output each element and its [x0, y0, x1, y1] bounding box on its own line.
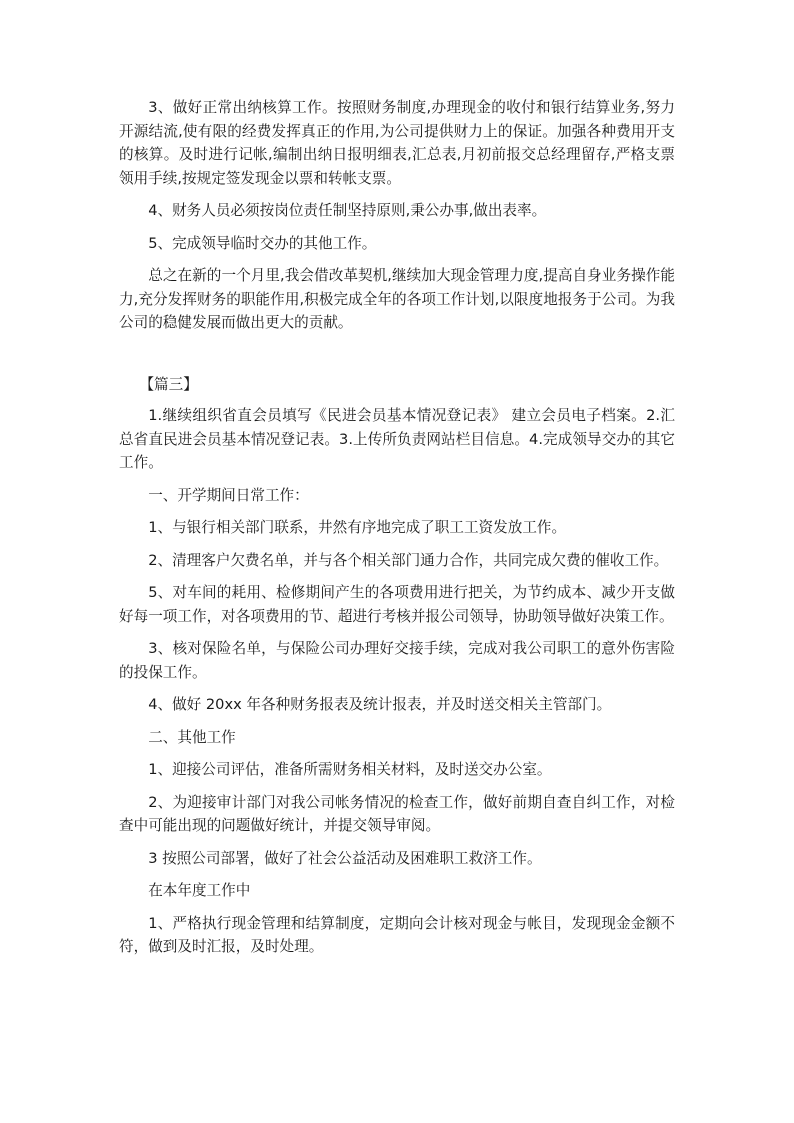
section-heading: 【篇三】 [139, 375, 198, 393]
paragraph-temporary-tasks: 5、完成领导临时交办的其他工作。 [148, 234, 377, 252]
paragraph-public-welfare: 3 按照公司部署，做好了社会公益活动及困难职工救济工作。 [148, 849, 542, 867]
document-body [119, 96, 675, 968]
paragraph-insurance: 3、核对保险名单，与保险公司办理好交接手续，完成对我公司职工的意外伤害险的投保工作。 [119, 640, 675, 681]
paragraph-summary: 总之在新的一个月里,我会借改革契机,继续加大现金管理力度,提高自身业务操作能力,充分发挥财务的职能作用,积极完成全年的各项工作计划,以限度地报务于公司。为我公司的稳健发展而做出更大的贡献。 [119, 267, 675, 331]
subheading-daily-work: 一、开学期间日常工作： [148, 486, 309, 504]
paragraph-cashier-accounting: 3、做好正常出纳核算工作。按照财务制度,办理现金的收付和银行结算业务,努力开源结流,使有限的经费发挥真正的作用,为公司提供财力上的保证。加强各种费用开支的核算。及时进行记帐,编制出纳日报明细表,汇总表,月初前报交总经理留存,严格支票领用手续,按规定签发现金以票和转帐支票。 [119, 99, 675, 187]
paragraph-staff-responsibility: 4、财务人员必须按岗位责任制坚持原则,秉公办事,做出表率。 [148, 202, 547, 219]
paragraph-member-registration: 1.继续组织省直会员填写《民进会员基本情况登记表》 建立会员电子档案。2.汇总省直民进会员基本情况登记表。3.上传所负责网站栏目信息。4.完成领导交办的其它工作。 [119, 407, 675, 471]
subheading-this-year: 在本年度工作中 [148, 882, 251, 899]
subheading-other-work: 二、其他工作 [148, 728, 236, 746]
paragraph-cost-control: 5、对车间的耗用、检修期间产生的各项费用进行把关，为节约成本、减少开支做好每一项工作，对各项费用的节、超进行考核并报公司领导，协助领导做好决策工作。 [119, 584, 675, 625]
paragraph-cash-management: 1、严格执行现金管理和结算制度，定期向会计核对现金与帐目，发现现金金额不符，做到及时汇报，及时处理。 [119, 914, 675, 955]
paragraph-arrears-collection: 2、清理客户欠费名单，并与各个相关部门通力合作，共同完成欠费的催收工作。 [148, 551, 669, 569]
paragraph-company-evaluation: 1、迎接公司评估，准备所需财务相关材料，及时送交办公室。 [148, 761, 552, 778]
paragraph-audit-preparation: 2、为迎接审计部门对我公司帐务情况的检查工作，做好前期自查自纠工作，对检查中可能出现的问题做好统计，并提交领导审阅。 [119, 793, 675, 834]
paragraph-financial-reports: 4、做好 20xx 年各种财务报表及统计报表，并及时送交相关主管部门。 [148, 696, 612, 713]
paragraph-salary-payment: 1、与银行相关部门联系，井然有序地完成了职工工资发放工作。 [148, 519, 567, 536]
